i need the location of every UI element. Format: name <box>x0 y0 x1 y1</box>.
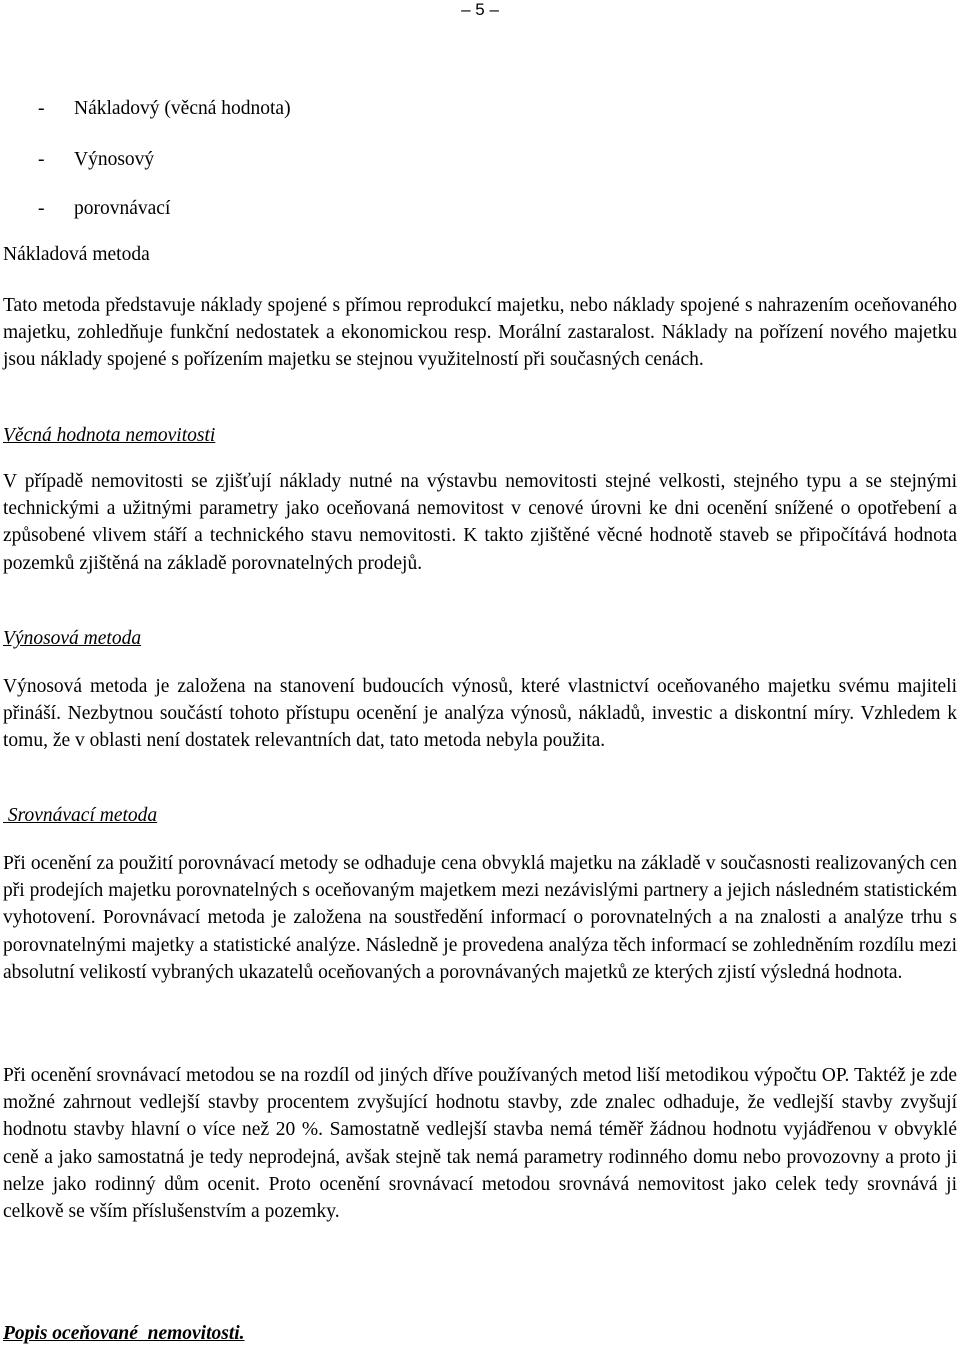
vynosova-metoda-paragraph: Výnosová metoda je založena na stanovení budoucích výnosů, které vlastnictví oceňovaného majetku svému majiteli přináší. Nezbytnou součástí tohoto přístupu ocenění je analýza výnosů, nákladů, investic a diskontní míry. Vzhledem k tomu, že v oblasti není dostatek relevantních dat, tato metoda nebyla použita. <box>3 676 957 752</box>
srovnavaci-metoda-paragraph-2: Při ocenění srovnávací metodou se na rozdíl od jiných dříve používaných metod liší metodikou výpočtu OP. Taktéž je zde možné zahrnout vedlejší stavby procentem zvyšující hodnotu stavby, zde znalec odhaduje, že vedlejší stavby zvyšují hodnotu stavby hlavní o více než 20 %. Samostatně vedlejší stavba nemá téměř žádnou hodnotu vyjádřenou v obvyklé ceně a jako samostatná je tedy neprodejná, avšak stejně tak nemá parametry rodinného domu nebo provozovny a proto ji nelze jako rodinný dům ocenit. Proto ocenění srovnávací metodou srovnává nemovitost jako celek tedy srovnává ji celkově se vším příslušenstvím a pozemky. <box>3 1065 957 1223</box>
srovnavaci-metoda-paragraph-1: Při ocenění za použití porovnávací metody se odhaduje cena obvyklá majetku na základě v současnosti realizovaných cen při prodejích majetku porovnatelných s oceňovaným majetkem mezi nezávislými partnery a jejich následném statistickém vyhotovení. Porovnávací metoda je založena na soustředění informací o porovnatelných a na znalosti a analýze trhu s porovnatelnými majetky a statistické analýze. Následně je provedena analýza těch informací se zohledněním rozdílu mezi absolutní velikostí vybraných ukazatelů oceňovaných a porovnávaných majetků ze kterých zjistí výsledná hodnota. <box>3 853 957 983</box>
srovnavaci-metoda-heading: Srovnávací metoda <box>3 805 158 826</box>
bullet-item-nakladovy <box>38 97 291 121</box>
bullet-dash: - <box>38 198 45 219</box>
nakladova-metoda-heading: Nákladová metoda <box>3 244 150 265</box>
bullet-item-porovnavaci <box>38 197 170 221</box>
bullet-item-vynosovy <box>38 148 154 172</box>
bullet-dash: - <box>38 98 45 119</box>
vecna-hodnota-paragraph: V případě nemovitosti se zjišťují náklady nutné na výstavbu nemovitosti stejné velkosti, stejného typu a se stejnými technickými a užitnými parametry jako oceňovaná nemovitost v cenové úrovni ke dni ocenění snížené o opotřebení a způsobené vlivem stáří a technického stavu nemovitosti. K takto zjištěné věcné hodnotě staveb se připočítává hodnota pozemků zjištěná na základě porovnatelných prodejů. <box>3 471 957 574</box>
bullet-label: porovnávací <box>74 198 171 219</box>
bullet-label: Nákladový (věcná hodnota) <box>74 98 291 119</box>
nakladova-metoda-paragraph: Tato metoda představuje náklady spojené s přímou reprodukcí majetku, nebo náklady spojené s nahrazením oceňovaného majetku, zohledňuje funkční nedostatek a ekonomickou resp. Morální zastaralost. Náklady na pořízení nového majetku jsou náklady spojené s pořízením majetku se stejnou využitelností při současných cenách. <box>3 295 957 371</box>
vynosova-metoda-heading: Výnosová metoda <box>3 628 142 649</box>
page-number: – 5 – <box>461 0 499 19</box>
vecna-hodnota-heading: Věcná hodnota nemovitosti <box>3 425 216 446</box>
bullet-dash: - <box>38 149 45 170</box>
popis-nemovitosti-heading: Popis oceňované nemovitosti. <box>3 1323 245 1344</box>
bullet-label: Výnosový <box>74 149 155 170</box>
